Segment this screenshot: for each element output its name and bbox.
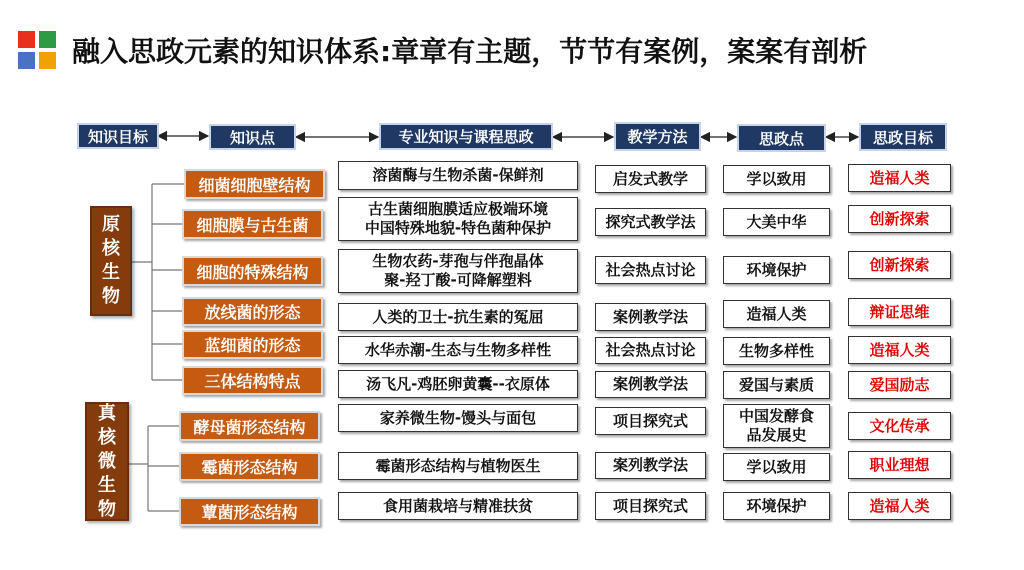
teaching-method-box: 启发式教学: [595, 165, 706, 193]
knowledge-point-item: 细菌细胞壁结构: [184, 169, 325, 199]
knowledge-point-item: 蓝细菌的形态: [182, 330, 323, 359]
ideology-point-box: 学以致用: [723, 165, 830, 193]
group-prokaryote: 原核生物: [90, 206, 132, 316]
ideology-goal-box: 职业理想: [848, 451, 951, 479]
header-teaching-method: 教学方法: [614, 122, 701, 151]
ideology-goal-box: 辩证思维: [848, 298, 951, 326]
knowledge-case-box: 家养微生物-馒头与面包: [338, 404, 578, 432]
header-knowledge-goal: 知识目标: [77, 123, 159, 149]
knowledge-point-item: 蕈菌形态结构: [179, 497, 320, 526]
knowledge-point-item: 放线菌的形态: [182, 297, 323, 326]
ideology-point-box: 爱国与素质: [723, 371, 830, 399]
ideology-point-box: 造福人类: [723, 300, 830, 328]
knowledge-point-item: 酵母菌形态结构: [179, 411, 320, 441]
knowledge-case-box: 汤飞凡-鸡胚卵黄囊--衣原体: [338, 370, 578, 398]
ideology-goal-box: 文化传承: [848, 412, 951, 440]
group-eukaryotic-microbe: 真核微生物: [85, 402, 129, 521]
knowledge-point-item: 霉菌形态结构: [179, 452, 320, 481]
knowledge-case-box: 古生菌细胞膜适应极端环境 中国特殊地貌-特色菌种保护: [338, 197, 578, 241]
ideology-point-box: 环境保护: [723, 256, 830, 284]
header-ideology-goal: 思政目标: [859, 123, 947, 151]
knowledge-point-item: 三体结构特点: [182, 366, 323, 395]
ideology-goal-box: 造福人类: [848, 492, 951, 520]
teaching-method-box: 项目探究式: [595, 492, 706, 520]
header-knowledge-point: 知识点: [209, 124, 296, 150]
ideology-goal-box: 造福人类: [848, 336, 951, 364]
teaching-method-box: 案列教学法: [595, 452, 706, 479]
ideology-point-box: 中国发酵食 品发展史: [723, 404, 830, 448]
ideology-point-box: 生物多样性: [723, 337, 830, 365]
ideology-goal-box: 创新探索: [848, 251, 951, 279]
knowledge-case-box: 霉菌形态结构与植物医生: [338, 452, 578, 480]
page-title: 融入思政元素的知识体系:章章有主题，节节有案例，案案有剖析: [72, 35, 868, 68]
knowledge-case-box: 人类的卫士-抗生素的冤屈: [338, 303, 578, 331]
ideology-point-box: 环境保护: [723, 492, 830, 520]
teaching-method-box: 探究式教学法: [595, 208, 706, 236]
header-professional-knowledge: 专业知识与课程思政: [379, 123, 553, 150]
teaching-method-box: 社会热点讨论: [595, 256, 706, 284]
header-ideology-point: 思政点: [737, 124, 826, 152]
knowledge-case-box: 水华赤潮-生态与生物多样性: [338, 336, 578, 364]
ideology-point-box: 大美中华: [723, 208, 830, 236]
knowledge-case-box: 生物农药-芽孢与伴孢晶体 聚-羟丁酸-可降解塑料: [338, 249, 578, 293]
ideology-goal-box: 造福人类: [848, 164, 951, 192]
teaching-method-box: 社会热点讨论: [595, 337, 706, 364]
knowledge-case-box: 溶菌酶与生物杀菌-保鲜剂: [338, 161, 578, 190]
ideology-goal-box: 爱国励志: [848, 371, 951, 399]
teaching-method-box: 项目探究式: [595, 407, 706, 435]
teaching-method-box: 案例教学法: [595, 303, 706, 331]
ideology-goal-box: 创新探索: [848, 205, 951, 233]
knowledge-point-item: 细胞膜与古生菌: [182, 209, 323, 239]
knowledge-point-item: 细胞的特殊结构: [182, 256, 323, 286]
ideology-point-box: 学以致用: [723, 453, 830, 481]
knowledge-case-box: 食用菌栽培与精准扶贫: [338, 492, 578, 520]
teaching-method-box: 案例教学法: [595, 371, 706, 398]
